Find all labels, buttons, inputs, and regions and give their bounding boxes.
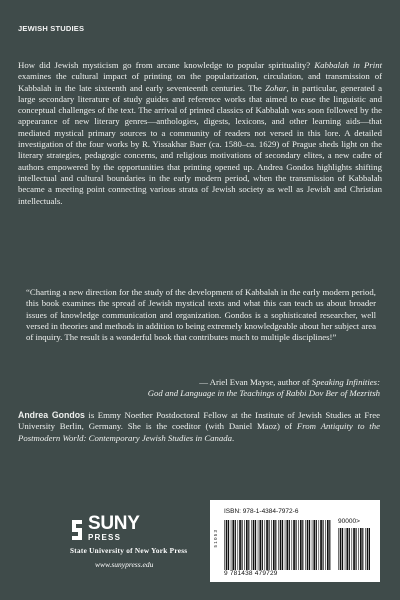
barcode-bar (346, 528, 348, 570)
barcode-bar (292, 520, 293, 570)
barcode-bar (325, 520, 326, 570)
description-text: examines the cultural impact of printing on the popularization, circulation, and transmission of Kabbalah in the late sixteenth and early seventeenth centuries. The (18, 71, 382, 93)
attribution-book-title: Speaking Infinities: (311, 377, 380, 387)
coedited-book-title: From Antiquity to the Postmodern World: Contemporary Jewish Studies in Canada (18, 421, 380, 443)
barcode-bar (358, 528, 359, 570)
barcode-bar (349, 528, 350, 570)
barcode-bar (224, 520, 225, 570)
barcode-bar (266, 520, 268, 570)
barcode-bar (323, 520, 324, 570)
barcode-bar (298, 520, 299, 570)
barcode-bar (228, 520, 229, 570)
barcode-bar (340, 528, 342, 570)
barcode-bar (305, 520, 306, 570)
barcode-bar (313, 520, 315, 570)
author-bio-text: . (232, 432, 235, 443)
attribution-book-subtitle: God and Language in the Teachings of Rabbi Dov Ber of Mezritsh (147, 388, 380, 399)
barcode-bar (226, 520, 228, 570)
barcode-bar (232, 520, 234, 570)
barcode-bar (367, 528, 369, 570)
barcode-bar (319, 520, 320, 570)
isbn-barcode (224, 520, 332, 570)
barcode-bar (345, 528, 346, 570)
barcode-bar (282, 520, 283, 570)
barcode-bar (307, 520, 309, 570)
isbn-number: ISBN: 978-1-4384-7972-6 (224, 508, 299, 515)
barcode-bar (285, 520, 286, 570)
barcode-side-digits: 5 1 0 5 3 (213, 530, 218, 548)
barcode-bar (259, 520, 261, 570)
barcode-bar (312, 520, 313, 570)
barcode-bar (258, 520, 259, 570)
barcode-bar (280, 520, 282, 570)
suny-logo-text: SUNY (88, 513, 140, 534)
barcode-bar (255, 520, 256, 570)
barcode-bar (273, 520, 275, 570)
barcode-bar (271, 520, 272, 570)
barcode-bar (275, 520, 276, 570)
barcode-bar (365, 528, 366, 570)
barcode-bar (235, 520, 236, 570)
barcode-digits: 9 781438 479729 (224, 570, 278, 577)
barcode-bar (309, 520, 310, 570)
barcode-bar (300, 520, 302, 570)
book-title-italic: Kabbalah in Print (314, 60, 383, 70)
price-barcode (338, 528, 370, 570)
barcode-bar (253, 520, 255, 570)
barcode-bar (246, 520, 248, 570)
barcode-bar (248, 520, 249, 570)
publisher-website: www.sunypress.edu (95, 560, 154, 569)
attribution-prefix: — Ariel Evan Mayse, author of (199, 377, 312, 387)
barcode-bar (353, 528, 355, 570)
barcode-bar (342, 528, 343, 570)
barcode-bar (231, 520, 232, 570)
publisher-name: State University of New York Press (70, 547, 188, 555)
barcode-bar (262, 520, 263, 570)
barcode-bar (278, 520, 279, 570)
barcode-bar (356, 528, 357, 570)
endorsement-quote: “Charting a new direction for the study of the development of Kabbalah in the early modern period, this book examines the spread of Jewish mystical texts and what this can teach us about broader issues of knowledge communication and organization. Gondos is a sophisticated researcher, well versed in theories and methods in addition to being extremely knowledgeable about her subject area of inquiry. The result is a wonderful book that contributes much to multiple disciplines!” (26, 287, 376, 343)
barcode-bar (289, 520, 290, 570)
barcode-bar (369, 528, 370, 570)
description-text: How did Jewish mysticism go from arcane knowledge to popular spirituality? (18, 60, 315, 70)
barcode-bar (296, 520, 297, 570)
endorsement-attribution (18, 377, 380, 400)
author-name: Andrea Gondos (18, 410, 85, 420)
description-text: , in particular, generated a large secondary literature of study guides and reference works that aimed to ease the linguistic and conceptual challenges of the text. The arrival of printed classics of Kabbalah was soon followed by the appearance of new literary genres—anthologies, digests, lexicons, and other learning aids—that mediated mystical primary sources to a community of readers not versed in this lore. A detailed investigation of the four works by R. Yissakhar Baer (ca. 1580–ca. 1629) of Prague sheds light on the literary strategies, pedagogic concerns, and religious motivations of secondary elites, a new cadre of authors empowered by the opportunities that printing opened up. Andrea Gondos highlights shifting intellectual and cultural boundaries in the early modern period, when the transmission of Kabbalah became a meeting point connecting various strata of Jewish society as well as Jewish and Christian intellectuals. (18, 82, 382, 206)
barcode-bar (362, 528, 363, 570)
barcode-bar (293, 520, 295, 570)
barcode-bar (329, 520, 330, 570)
barcode-bar (286, 520, 288, 570)
suny-logo-icon (70, 518, 84, 542)
barcode-bar (320, 520, 322, 570)
barcode-bar (302, 520, 303, 570)
barcode-bar (244, 520, 245, 570)
barcode-panel (210, 500, 380, 582)
zohar-title-italic: Zohar (265, 82, 287, 93)
barcode-bar (338, 528, 339, 570)
author-bio-text: is Emmy Noether Postdoctoral Fellow at the Institute of Jewish Studies at Free University Berlin, Germany. She is the coeditor (with Daniel Maoz) of (18, 410, 380, 432)
barcode-bar (269, 520, 270, 570)
barcode-bar (316, 520, 317, 570)
author-bio (18, 410, 380, 444)
price-code: 90000> (338, 518, 360, 525)
press-logo-text: PRESS (88, 533, 122, 542)
barcode-bar (239, 520, 241, 570)
barcode-bar (238, 520, 239, 570)
barcode-bar (327, 520, 329, 570)
barcode-bar (265, 520, 266, 570)
category-label: JEWISH STUDIES (18, 24, 85, 33)
barcode-bar (360, 528, 362, 570)
barcode-bar (352, 528, 353, 570)
book-description (18, 60, 382, 207)
barcode-bar (242, 520, 243, 570)
barcode-bar (251, 520, 252, 570)
